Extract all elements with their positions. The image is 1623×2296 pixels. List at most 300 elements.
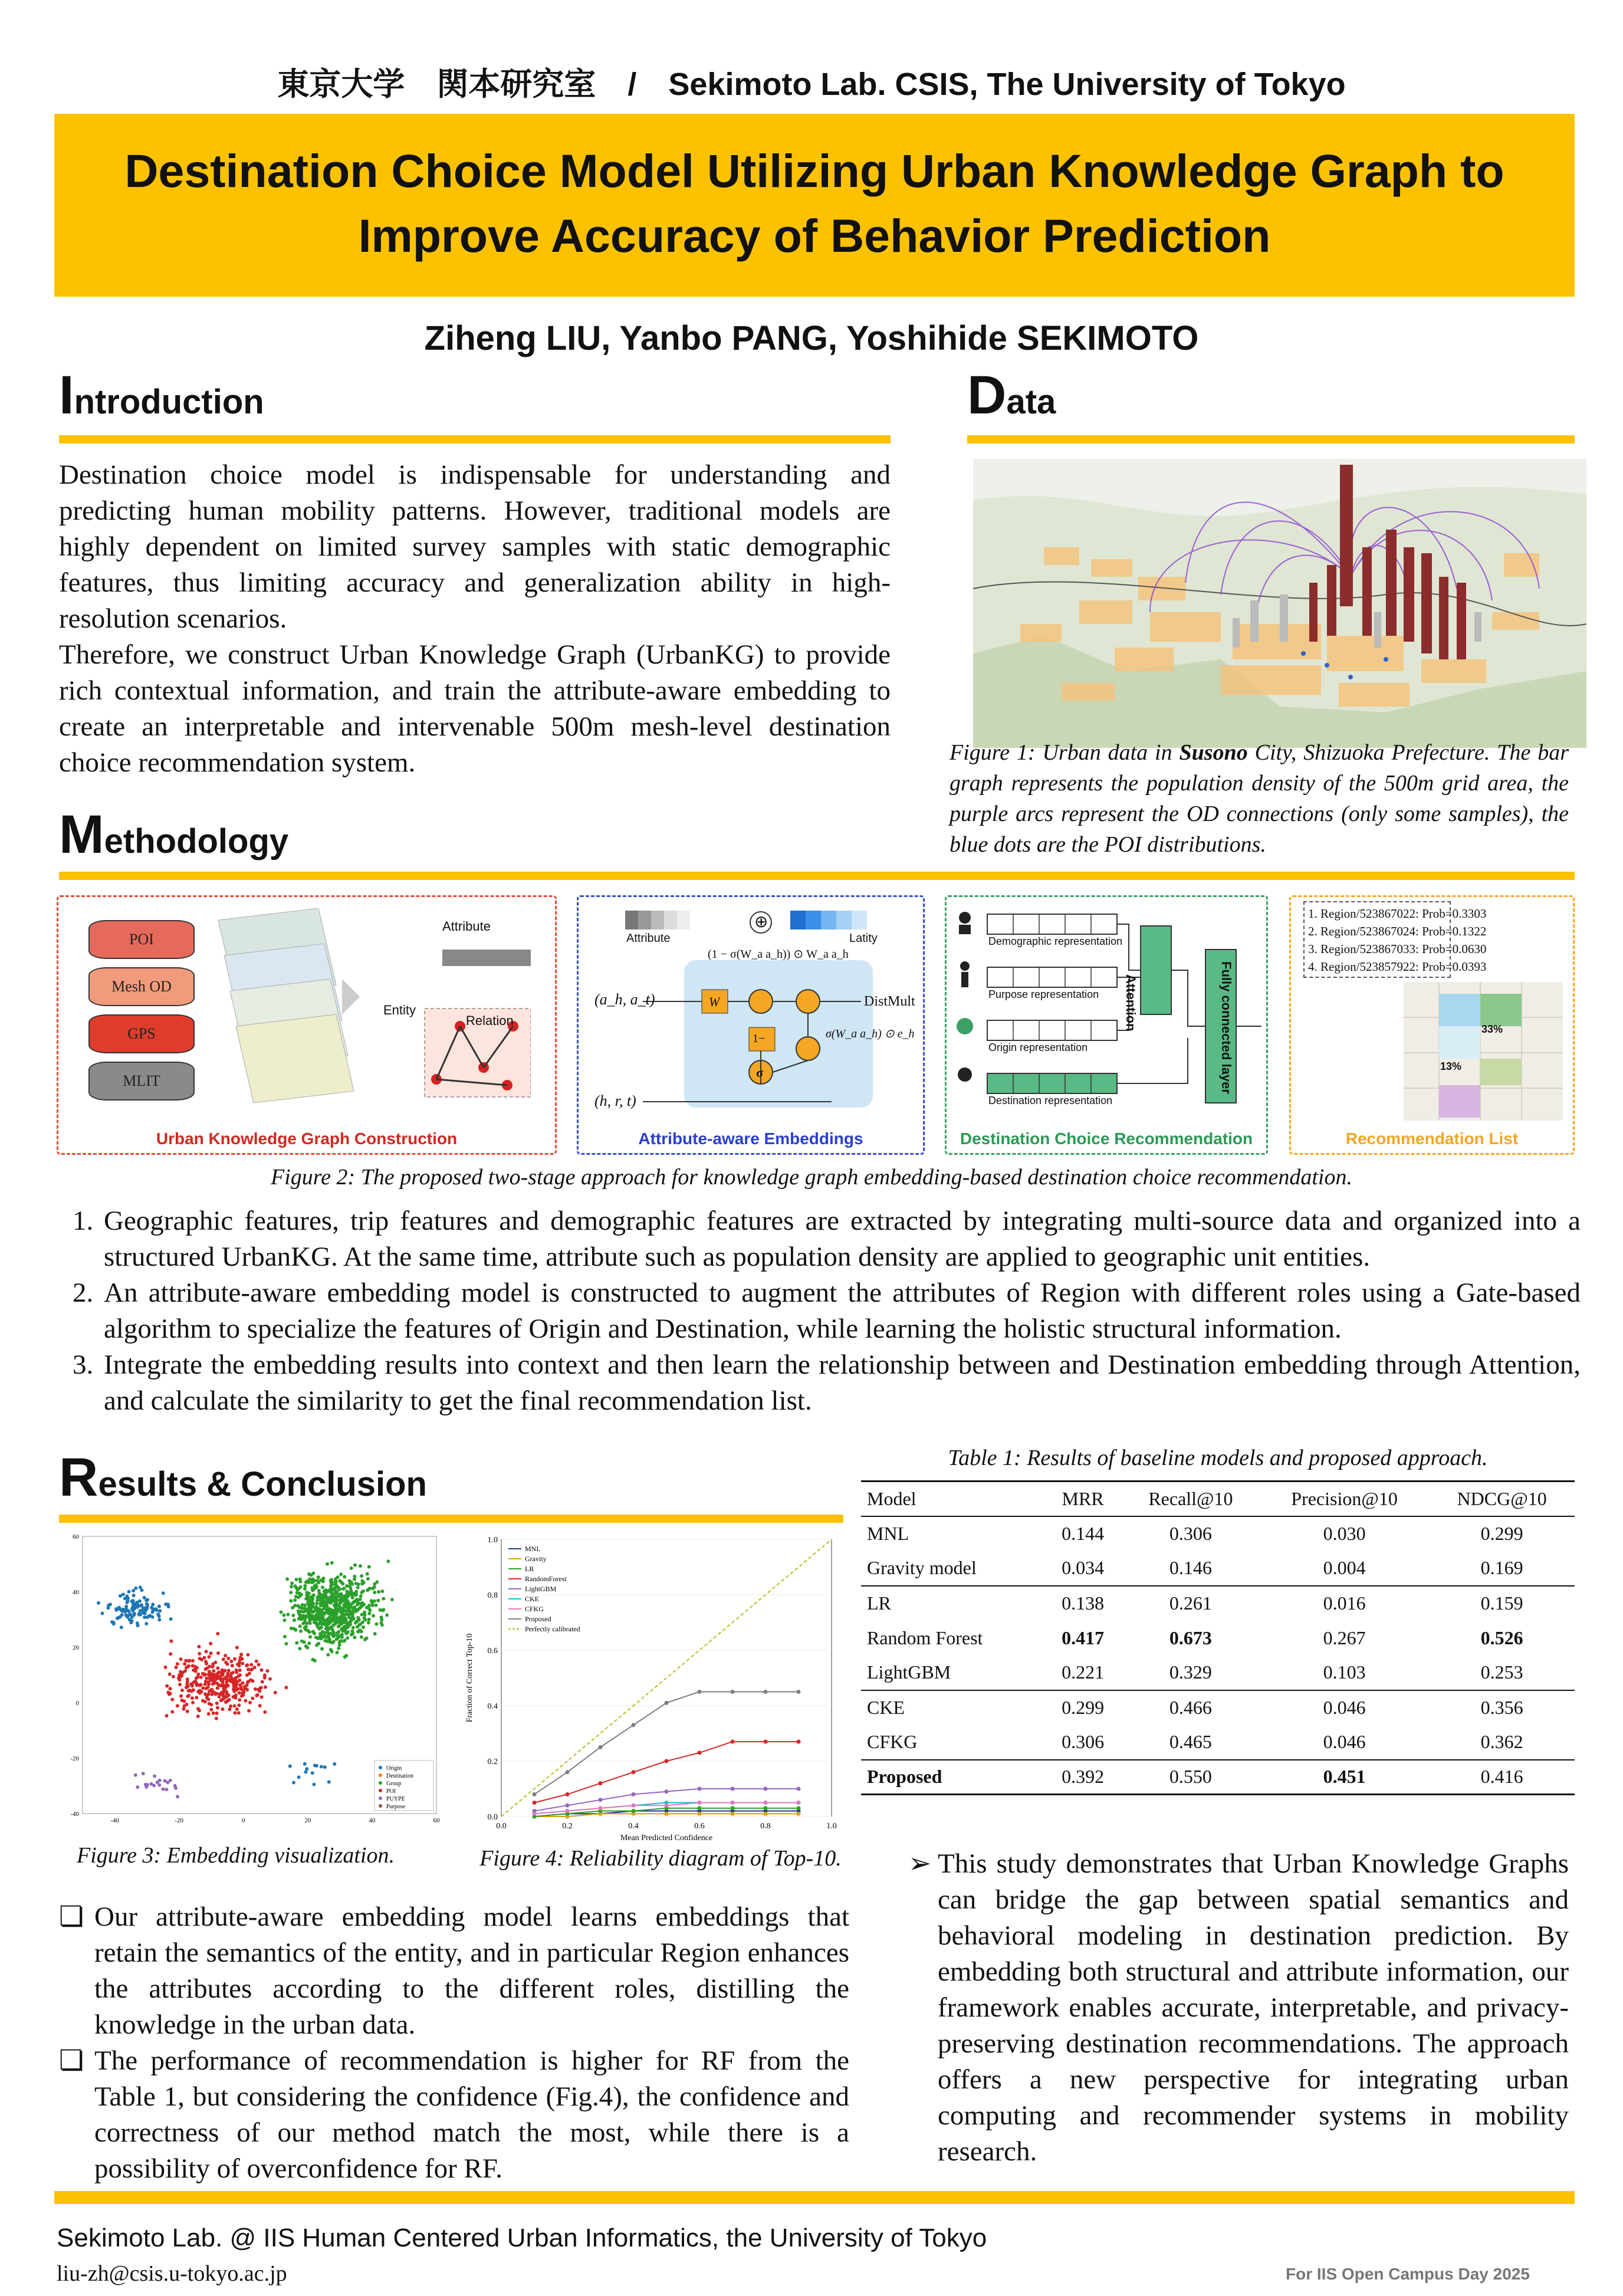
scatter-point (349, 1606, 353, 1610)
table-cell: 0.261 (1169, 1592, 1212, 1614)
scatter-point (261, 1680, 264, 1684)
scatter-point (173, 1784, 177, 1788)
scatter-point (126, 1597, 130, 1600)
series-point (731, 1806, 735, 1810)
series-point (797, 1806, 801, 1810)
scatter-point (367, 1604, 371, 1607)
scatter-point (195, 1666, 199, 1670)
results-bullet-1 (59, 1899, 849, 2043)
dcr-label: Destination Choice Recommendation (960, 1129, 1253, 1148)
legend-marker (379, 1796, 382, 1800)
title-line-2: Improve Accuracy of Behavior Prediction (358, 209, 1271, 262)
scatter-point (208, 1655, 211, 1658)
scatter-point (241, 1681, 245, 1685)
scatter-point (363, 1617, 366, 1620)
scatter-point (323, 1765, 327, 1769)
intro-paragraph-1: Destination choice model is indispensable for understanding and predicting human mobility patterns. However, traditional models are highly dependent on limited survey samples with static demographic features, thus limiting accuracy and generalization ability in high-resolution scenarios. (59, 459, 891, 634)
series-point (533, 1792, 537, 1796)
title-line-1: Destination Choice Model Utilizing Urban Knowledge Graph to (124, 144, 1504, 197)
scatter-point (323, 1631, 326, 1634)
table-cell: Gravity model (867, 1557, 977, 1578)
scatter-point (356, 1625, 359, 1628)
x-tick-label: 1.0 (826, 1822, 837, 1831)
scatter-point (235, 1707, 239, 1711)
scatter-point (165, 1684, 169, 1688)
table-cell: 0.034 (1062, 1557, 1105, 1578)
scatter-point (293, 1618, 296, 1622)
scatter-point (359, 1594, 363, 1598)
table-1-caption: Table 1: Results of baseline models and proposed approach. (948, 1446, 1488, 1470)
scatter-point (339, 1601, 342, 1605)
scatter-point (221, 1707, 224, 1711)
y-tick-label: 20 (73, 1644, 79, 1651)
scatter-point (390, 1598, 394, 1601)
series-point (599, 1745, 603, 1749)
scatter-point (328, 1612, 331, 1616)
scatter-point (215, 1702, 219, 1705)
scatter-point (341, 1607, 345, 1610)
scatter-point (292, 1627, 295, 1631)
scatter-point (143, 1596, 146, 1599)
table-cell: 0.416 (1480, 1766, 1523, 1788)
scatter-point (289, 1599, 293, 1602)
scatter-point (353, 1563, 357, 1567)
scatter-point (329, 1648, 333, 1651)
legend-label: CFKG (525, 1605, 544, 1613)
scatter-point (169, 1640, 173, 1643)
scatter-point (139, 1609, 142, 1612)
series-point (566, 1770, 570, 1774)
scatter-point (341, 1582, 344, 1585)
scatter-point (290, 1585, 293, 1588)
scatter-point (286, 1612, 290, 1616)
scatter-point (320, 1765, 323, 1768)
scatter-point (340, 1633, 343, 1637)
table-row (861, 1656, 1575, 1690)
series-point (665, 1759, 669, 1763)
authors: Ziheng LIU, Yanbo PANG, Yoshihide SEKIMOTO (424, 319, 1199, 357)
scatter-point (164, 1602, 167, 1606)
scatter-point (226, 1672, 229, 1676)
scatter-point (263, 1710, 267, 1714)
scatter-point (241, 1691, 244, 1695)
series-point (731, 1812, 735, 1816)
scatter-point (366, 1577, 370, 1581)
embedding-label: Attribute-aware Embeddings (638, 1129, 863, 1148)
scatter-point (176, 1795, 179, 1798)
table-cell: 0.356 (1480, 1697, 1523, 1718)
series-point (731, 1787, 735, 1791)
table-cell: 0.362 (1480, 1731, 1523, 1752)
scatter-point (236, 1687, 239, 1691)
scatter-point (285, 1577, 289, 1581)
results-bullet-2-text: The performance of recommendation is higher for RF from the Table 1, but considering the confidence (Fig.4), the confidence and correctness of our method match the most, while there is a possibility of overconfidence for RF. (94, 2045, 849, 2184)
figure-3-caption: Figure 3: Embedding visualization. (77, 1843, 395, 1868)
scatter-point (360, 1574, 363, 1578)
scatter-point (127, 1590, 131, 1594)
series-point (599, 1781, 603, 1785)
series-point (665, 1789, 669, 1794)
series-point (797, 1801, 801, 1805)
scatter-point (334, 1614, 337, 1617)
scatter-point (317, 1575, 320, 1579)
scatter-point (182, 1699, 186, 1703)
series-point (665, 1701, 669, 1705)
scatter-point (201, 1686, 205, 1690)
scatter-point (196, 1690, 200, 1693)
scatter-point (169, 1687, 172, 1690)
scatter-point (97, 1601, 100, 1605)
scatter-point (179, 1694, 183, 1698)
scatter-point (145, 1605, 149, 1609)
series-point (764, 1801, 768, 1805)
x-tick-label: 0.8 (760, 1822, 771, 1831)
table-row (861, 1551, 1575, 1586)
scatter-point (308, 1635, 312, 1638)
y-tick-label: 0.0 (487, 1813, 498, 1822)
bullet-box-icon: ❏ (59, 1901, 84, 1932)
scatter-point (331, 1641, 334, 1644)
scatter-point (169, 1692, 172, 1696)
scatter-point (282, 1614, 285, 1617)
scatter-point (181, 1671, 185, 1674)
scatter-point (311, 1594, 315, 1598)
x-tick-label: 0 (241, 1817, 245, 1824)
scatter-point (350, 1602, 353, 1606)
series-point (632, 1804, 636, 1808)
scatter-point (178, 1683, 182, 1686)
series-point (698, 1801, 702, 1805)
scatter-point (211, 1665, 215, 1668)
kg-relation-label: Relation (466, 1013, 514, 1028)
results-rule (59, 1515, 843, 1523)
scatter-point (293, 1604, 297, 1607)
table-row (861, 1516, 1575, 1551)
scatter-point (195, 1676, 198, 1680)
series-point (797, 1812, 801, 1816)
x-tick-label: 0.6 (694, 1822, 705, 1831)
scatter-point (216, 1666, 219, 1670)
legend-label: Proposed (525, 1615, 551, 1623)
scatter-point (235, 1646, 239, 1650)
legend-marker (379, 1804, 382, 1808)
scatter-point (153, 1774, 156, 1778)
scatter-point (376, 1599, 380, 1602)
scatter-point (225, 1676, 228, 1679)
scatter-point (216, 1651, 220, 1655)
intro-heading-rest: ntroduction (74, 383, 264, 421)
scatter-point (218, 1695, 221, 1699)
scatter-point (321, 1586, 324, 1589)
scatter-point (304, 1625, 307, 1629)
scatter-point (186, 1665, 190, 1668)
scatter-point (318, 1632, 322, 1635)
scatter-point (375, 1580, 379, 1584)
scatter-point (284, 1642, 288, 1645)
source-gps: GPS (88, 1014, 195, 1053)
scatter-point (209, 1708, 213, 1712)
scatter-point (374, 1604, 377, 1607)
scatter-point (186, 1677, 189, 1681)
scatter-point (310, 1614, 314, 1618)
rec-item-4: 4. Region/523857922: Prob=0.0393 (1308, 960, 1487, 974)
scatter-point (367, 1618, 371, 1621)
scatter-point (162, 1591, 165, 1595)
scatter-point (296, 1604, 300, 1608)
scatter-point (247, 1709, 251, 1713)
scatter-point (233, 1704, 236, 1708)
series-point (533, 1812, 537, 1816)
scatter-point (311, 1771, 314, 1775)
scatter-point (274, 1691, 277, 1694)
source-mesh-od: Mesh OD (88, 967, 195, 1006)
series-point (665, 1804, 669, 1808)
footer-lab: Sekimoto Lab. @ IIS Human Centered Urban Informatics, the University of Tokyo (57, 2223, 987, 2252)
scatter-point (258, 1704, 262, 1707)
scatter-point (346, 1602, 350, 1606)
scatter-point (240, 1694, 244, 1698)
rel-plot (465, 1536, 837, 1842)
scatter-point (225, 1692, 229, 1696)
scatter-point (306, 1629, 310, 1633)
scatter-point (202, 1656, 206, 1660)
scatter-point (187, 1694, 190, 1697)
y-tick-label: -20 (70, 1755, 79, 1762)
scatter-point (228, 1698, 231, 1702)
scatter-point (161, 1788, 165, 1791)
scatter-point (224, 1654, 227, 1657)
scatter-point (241, 1661, 244, 1665)
figure-1-caption-a: Figure 1: Urban data in (950, 740, 1180, 765)
scatter-point (295, 1591, 299, 1595)
scatter-point (329, 1626, 333, 1630)
scatter-point (341, 1629, 345, 1633)
scatter-point (247, 1667, 250, 1671)
x-tick-label: 0.4 (628, 1822, 639, 1831)
table-cell: CFKG (867, 1731, 918, 1752)
emb-latity-label: Latity (849, 932, 878, 945)
y-tick-label: 0.6 (487, 1647, 498, 1656)
scatter-point (222, 1697, 225, 1700)
scatter-point (338, 1604, 341, 1608)
scatter-point (310, 1603, 314, 1607)
scatter-point (169, 1652, 172, 1656)
scatter-point (297, 1611, 301, 1615)
scatter-point (251, 1679, 255, 1683)
reliability-diagram (454, 1528, 843, 1858)
scatter-point (134, 1586, 137, 1590)
table-cell: 0.146 (1169, 1557, 1212, 1578)
rec-map (1404, 982, 1563, 1121)
scatter-point (370, 1599, 373, 1602)
series-point (764, 1806, 768, 1810)
table-cell: 0.046 (1323, 1731, 1366, 1752)
dcr-demographic-label: Demographic representation (988, 935, 1123, 947)
table-cell: 0.673 (1169, 1627, 1212, 1648)
scatter-point (158, 1779, 162, 1782)
scatter-point (235, 1668, 238, 1672)
scatter-point (155, 1608, 158, 1612)
scatter-point (321, 1621, 325, 1625)
scatter-point (257, 1663, 261, 1666)
scatter-point (195, 1696, 198, 1699)
table-cell: 0.329 (1169, 1661, 1212, 1683)
scatter-point (312, 1783, 316, 1786)
legend-label: MNL (525, 1545, 541, 1553)
scatter-point (186, 1710, 189, 1713)
scatter-point (352, 1617, 356, 1621)
emb-formula-top: (1 − σ(W_a a_h)) ⊙ W_a a_h (708, 948, 849, 961)
footer-event: For IIS Open Campus Day 2025 (1286, 2265, 1530, 2283)
scatter-point (316, 1598, 319, 1602)
x-tick-label: 40 (369, 1817, 376, 1824)
table-cell: LightGBM (867, 1661, 951, 1683)
scatter-point (353, 1578, 356, 1581)
scatter-point (327, 1639, 330, 1643)
scatter-point (316, 1623, 320, 1627)
scatter-point (231, 1671, 235, 1674)
scatter-point (229, 1660, 233, 1663)
scatter-point (260, 1668, 264, 1672)
scatter-point (319, 1604, 323, 1607)
scatter-point (330, 1609, 333, 1612)
x-tick-label: 60 (433, 1817, 440, 1824)
scatter-point (157, 1614, 161, 1618)
table-cell: 0.046 (1323, 1697, 1366, 1718)
dcr-origin-label: Origin representation (988, 1042, 1088, 1053)
scatter-point (303, 1587, 307, 1591)
series-point (566, 1809, 570, 1813)
legend-marker (379, 1773, 382, 1777)
table-cell: 0.465 (1169, 1731, 1212, 1752)
scatter-point (282, 1618, 286, 1622)
table-cell: 0.030 (1323, 1523, 1366, 1544)
scatter-point (333, 1592, 337, 1595)
emb-plus-symbol: ⊕ (754, 912, 768, 931)
emb-input-pair: (a_h, a_t) (594, 991, 655, 1008)
scatter-point (297, 1587, 300, 1591)
scatter-point (313, 1763, 317, 1767)
scatter-point (237, 1691, 241, 1694)
scatter-point (307, 1641, 311, 1645)
scatter-point (317, 1581, 320, 1584)
scatter-point (303, 1584, 307, 1588)
methodology-heading (59, 804, 289, 865)
legend-label: Destination (386, 1773, 414, 1779)
scatter-point (238, 1673, 242, 1677)
scatter-point (208, 1702, 211, 1706)
y-tick-label: 0.8 (487, 1591, 498, 1600)
series-point (632, 1770, 636, 1774)
scatter-point (320, 1647, 324, 1651)
scatter-point (226, 1657, 230, 1660)
scatter-point (331, 1618, 335, 1621)
y-tick-label: -40 (70, 1811, 79, 1818)
legend-label: LR (525, 1565, 534, 1573)
figure-2-caption: Figure 2: The proposed two-stage approach for knowledge graph embedding-based destination choice recommendation. (271, 1165, 1352, 1190)
scatter-point (127, 1610, 131, 1613)
results-bullet-2 (59, 2043, 849, 2187)
scatter-point (129, 1621, 133, 1624)
scatter-point (190, 1696, 194, 1700)
scatter-point (338, 1618, 341, 1622)
scatter-point (358, 1628, 362, 1632)
methodology-step-2: 2. An attribute-aware embedding model is constructed to augment the attributes of Region with different roles using a Gate-based algorithm to specialize the features of Origin and Destination, while learning the holistic structural information. (100, 1275, 1581, 1347)
scatter-point (120, 1625, 123, 1629)
legend-label: PUYPE (386, 1796, 405, 1802)
emb-w-label: W (709, 994, 720, 1009)
scatter-point (258, 1689, 261, 1693)
legend-marker (379, 1789, 382, 1792)
scatter-point (317, 1589, 321, 1592)
scatter-point (373, 1585, 376, 1589)
scatter-point (120, 1608, 123, 1612)
methodology-step-3: 3. Integrate the embedding results into context and then learn the relationship between and Destination embedding through Attention, and calculate the similarity to get the final recommendation list. (100, 1347, 1581, 1419)
table-body (861, 1516, 1575, 1795)
scatter-point (305, 1646, 309, 1650)
scatter-point (228, 1707, 231, 1711)
table-cell: LR (867, 1592, 891, 1614)
scatter-point (365, 1637, 369, 1640)
scatter-point (238, 1668, 242, 1672)
scatter-point (207, 1712, 211, 1716)
scatter-point (304, 1614, 307, 1618)
series-point (764, 1740, 768, 1744)
scatter-point (263, 1673, 267, 1677)
scatter-point (380, 1589, 384, 1593)
kg-entity-label: Entity (383, 1003, 416, 1017)
scatter-point (199, 1683, 203, 1687)
table-row (861, 1690, 1575, 1725)
table-cell: 0.016 (1323, 1592, 1366, 1614)
scatter-point (304, 1770, 307, 1773)
scatter-point (334, 1602, 337, 1605)
scatter-point (373, 1632, 377, 1635)
scatter-point (239, 1653, 243, 1656)
legend-label: Purpose (386, 1804, 406, 1810)
scatter-point (170, 1710, 174, 1713)
scatter-point (350, 1630, 354, 1633)
scatter-point (326, 1653, 330, 1657)
scatter-point (353, 1605, 356, 1609)
scatter-point (112, 1621, 116, 1624)
table-cell: 0.392 (1062, 1766, 1105, 1788)
scatter-point (151, 1602, 155, 1606)
scatter-point (309, 1599, 313, 1602)
series-point (797, 1787, 801, 1791)
scatter-point (350, 1582, 354, 1586)
scatter-point (300, 1593, 303, 1597)
scatter-point (315, 1602, 318, 1605)
scatter-point (191, 1659, 195, 1663)
scatter-point (177, 1676, 180, 1680)
scatter-point (290, 1582, 294, 1585)
emb-sigma-label: σ (756, 1065, 763, 1080)
legend-label: Origin (386, 1765, 402, 1772)
table-cell: 0.306 (1062, 1731, 1105, 1752)
scatter-point (235, 1680, 239, 1684)
scatter-point (196, 1673, 200, 1676)
scatter-point (307, 1581, 311, 1584)
table-cell: 0.267 (1323, 1627, 1366, 1648)
scatter-point (354, 1621, 357, 1625)
scatter-point (146, 1598, 149, 1601)
figure-1-caption-bold: Susono (1179, 740, 1248, 765)
scatter-point (203, 1700, 207, 1703)
scatter-point (292, 1781, 295, 1784)
scatter-point (339, 1640, 342, 1643)
scatter-point (380, 1618, 383, 1621)
